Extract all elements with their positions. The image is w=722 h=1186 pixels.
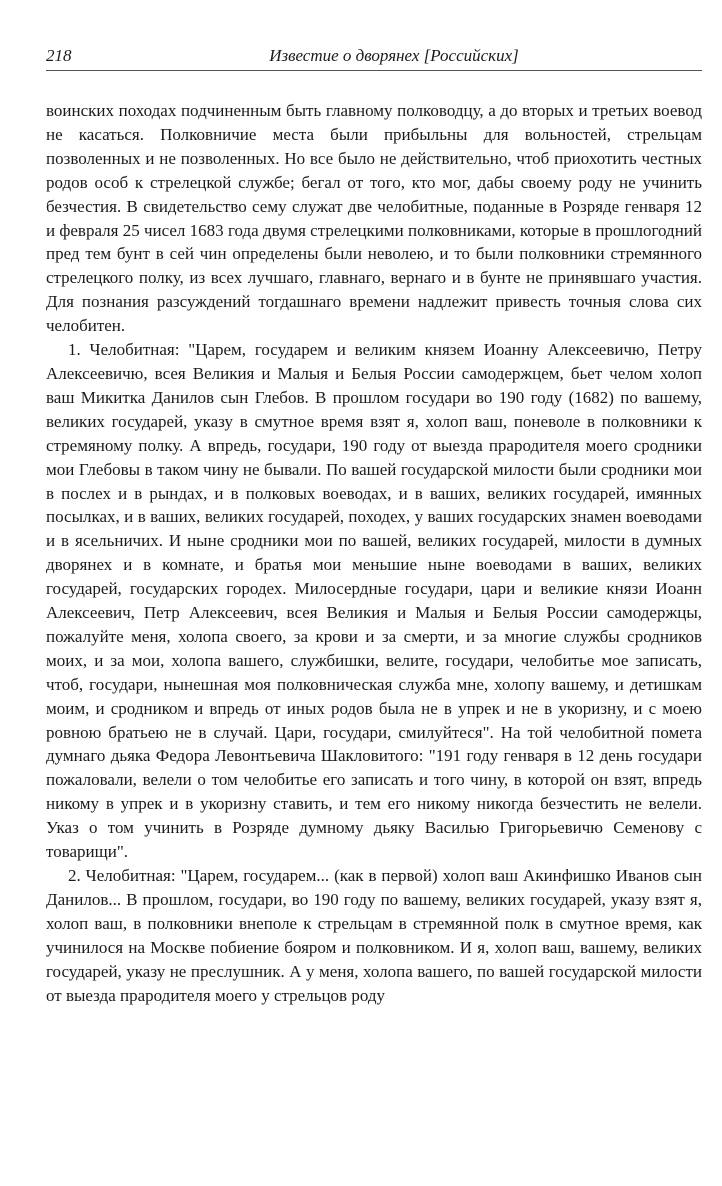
body-text bbox=[46, 99, 702, 1007]
book-page bbox=[46, 44, 702, 1007]
page-number: 218 bbox=[46, 46, 72, 65]
running-title: Известие о дворянех [Российских] bbox=[269, 46, 519, 65]
paragraph-petition-1: 1. Челобитная: "Царем, государем и великим князем Иоанну Алексеевичю, Петру Алексеевичю, всея Великия и Малыя и Белыя России самодержцем, бьет челом холоп ваш Микитка Данилов сын Глебов. В прошлом государи во 190 году (1682) по вашему, великих государей, указу в смутное время взят я, холоп ваш, поневоле в полковники к стремяному полку. А впредь, государи, 190 году от выезда прародителя моего сродники мои Глебовы в таком чину не бывали. По вашей государской милости были сродники мои в послех и в рындах, и в полковых воеводах, и в ваших, великих государей, имянных посылках, и в ваших, великих государей, походех, у ваших государских знамен воеводами и в ясельничих. И ныне сродники мои по вашей, великих государей, милости в думных дворянех и в комнате, и братья мои меньшие ныне воеводами в ваших, великих государей, государских городех. Милосердные государи, цари и великие князи Иоанн Алексеевич, Петр Алексеевич, всея Великия и Малыя и Белыя России самодержцы, пожалуйте меня, холопа своего, за крови и за смерти, и за многие службы сродников моих, и за мои, холопа вашего, службишки, велите, государи, челобитье мое записать, чтоб, государи, нынешная моя полковническая служба мне, холопу вашему, и детишкам моим, и сродником и впредь от иных родов была не в упрек и не в укоризну, и с моею ровною братьею не в случай. Цари, государи, смилуйтеся". На той челобитной помета думнаго дьяка Федора Левонтьевича Шакловитого: "191 году генваря в 12 день государи пожаловали, велели о том челобитье его записать и того чину, в которой он взят, впредь никому в упрек и в укоризну ставить, и тем его никому никогда безчестить не велели. Указ о том учинить в Розряде думному дьяку Василью Григорьевичю Семенову с товарищи". bbox=[46, 340, 702, 862]
running-head bbox=[46, 44, 702, 71]
paragraph-continuation: воинских походах подчиненным быть главному полководцу, а до вторых и третьих воевод не касаться. Полковничие места были прибыльны для вольностей, стрельцам позволенных и не позволенных. Но все было не действительно, чтоб приохотить честных родов особ к стрелецкой службе; бегал от того, кто мог, дабы своему роду не учинить безчестия. В свидетельство сему служат две челобитные, поданные в Розряде генваря 12 и февраля 25 чисел 1683 года двумя стрелецкими полковниками, которые в прошлогодний пред тем бунт в сей чин определены были неволею, и то были полковники стремянного стрелецкого полку, из всех лучшаго, главнаго, вернаго и в бунте не принявшаго участия. Для познания разсуждений тогдашнаго времени надлежит привесть точныя слова сих челобитен. bbox=[46, 101, 702, 336]
paragraph-petition-2: 2. Челобитная: "Царем, государем... (как в первой) холоп ваш Акинфишко Иванов сын Данилов... В прошлом, государи, во 190 году по вашему, великих государей, указу взят я, холоп ваш, в полковники внеполе к стрельцам в стремянной полк в смутное время, как учинилося на Москве побиение бояром и полковником. И я, холоп ваш, вашему, великих государей, указу не преслушник. А у меня, холопа вашего, по вашей государской милости от выезда прародителя моего у стрельцов роду bbox=[46, 866, 702, 1005]
